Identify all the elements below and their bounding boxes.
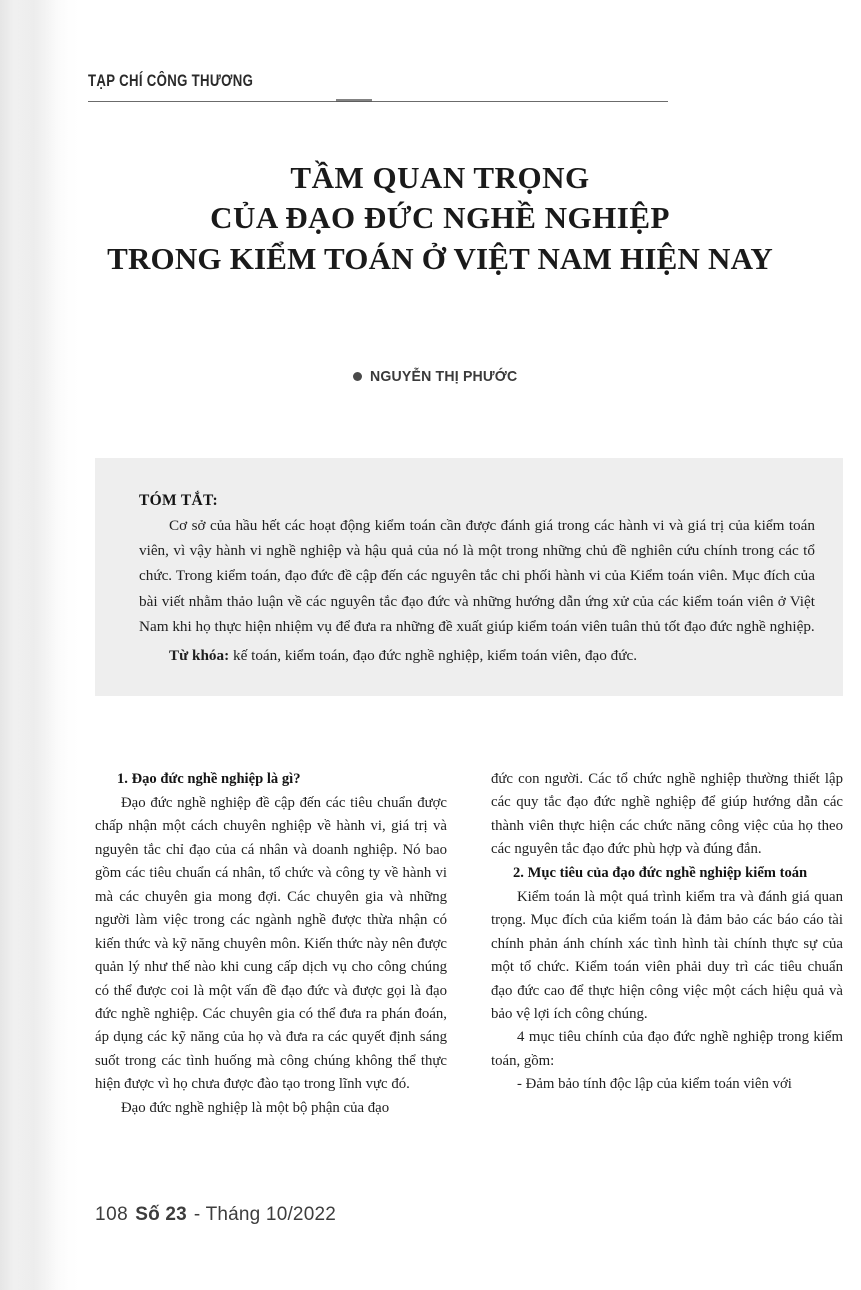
title-line-1: TẦM QUAN TRỌNG (290, 160, 590, 195)
keywords-text: kế toán, kiểm toán, đạo đức nghề nghiệp, kiểm toán viên, đạo đức. (229, 647, 638, 665)
body-columns (95, 768, 843, 1178)
bullet-icon (353, 372, 362, 381)
right-paragraph-4: - Đảm bảo tính độc lập của kiểm toán viên với (517, 1076, 792, 1093)
title-line-2: CỦA ĐẠO ĐỨC NGHỀ NGHIỆP (210, 200, 670, 236)
masthead (88, 72, 768, 91)
keywords-label: Từ khóa: (169, 647, 230, 665)
abstract-box (95, 458, 843, 696)
section-2-heading: 2. Mục tiêu của đạo đức nghề nghiệp kiểm toán (513, 864, 808, 881)
right-paragraph-3: 4 mục tiêu chính của đạo đức nghề nghiệp trong kiểm toán, gồm: (491, 1029, 843, 1069)
footer-page-number: 108 (95, 1204, 129, 1225)
author-line (353, 368, 527, 385)
journal-name: TẠP CHÍ CÔNG THƯƠNG (88, 72, 254, 90)
right-paragraph-2: Kiểm toán là một quá trình kiểm tra và đánh giá quan trọng. Mục đích của kiểm toán là đảm bảo các báo cáo tài chính phản ánh chính xác tình hình tài chính thực sự của một tổ chức. Kiểm toán viên phải duy trì các tiêu chuẩn đạo đức cao để thực hiện công việc một cách hiệu quả và bảo vệ lợi ích công chúng. (491, 888, 843, 1022)
footer-issue: Số 23 (135, 1204, 187, 1225)
left-paragraph-1: Đạo đức nghề nghiệp đề cập đến các tiêu chuẩn được chấp nhận một cách chuyên nghiệp về hành vi, giá trị và nguyên tắc chỉ đạo của cá nhân và doanh nghiệp. Nó bao gồm các tiêu chuẩn cá nhân, tổ chức và công ty về hành vi mà các chuyên gia mong đợi. Các chuyên gia và những người làm việc trong các ngành nghề được thừa nhận có kiến thức và kỹ năng chuyên môn. Kiến thức này nên được quản lý như thế nào khi cung cấp dịch vụ cho công chúng có thể được coi là một vấn đề đạo đức và được gọi là đạo đức nghề nghiệp. Các chuyên gia có thể đưa ra phán đoán, áp dụng các kỹ năng của họ và đưa ra các quyết định sáng suốt trong các tình huống mà công chúng không thể thực hiện được vì họ chưa được đào tạo trong lĩnh vực đó. (95, 795, 447, 1093)
abstract-body: Cơ sở của hầu hết các hoạt động kiểm toán cần được đánh giá trong các hành vi và giá trị của kiểm toán viên, vì vậy hành vi nghề nghiệp và hậu quả của nó là một trong những chủ đề nghiên cứu chính trong các tổ chức. Trong kiểm toán, đạo đức đề cập đến các nguyên tắc chi phối hành vi của Kiểm toán viên. Mục đích của bài viết nhằm thảo luận về các nguyên tắc đạo đức và những hướng dẫn ứng xử của các kiểm toán viên ở Việt Nam khi họ thực hiện nhiệm vụ để đưa ra những đề xuất giúp kiểm toán viên tuân thủ tốt đạo đức nghề nghiệp. (139, 517, 815, 635)
author-block (60, 368, 820, 386)
page-footer (95, 1204, 336, 1226)
footer-date: - Tháng 10/2022 (193, 1204, 337, 1225)
column-left (95, 768, 447, 1178)
left-paragraph-2: Đạo đức nghề nghiệp là một bộ phận của đạo (121, 1099, 390, 1116)
title-line-3: TRONG KIỂM TOÁN Ở VIỆT NAM HIỆN NAY (107, 240, 773, 276)
author-name: NGUYỄN THỊ PHƯỚC (370, 368, 518, 385)
column-right (491, 768, 843, 1178)
masthead-rule-tick (336, 99, 372, 102)
abstract-heading: TÓM TẮT: (139, 492, 218, 509)
abstract-keywords (139, 643, 815, 668)
right-paragraph-1-continued: đức con người. Các tổ chức nghề nghiệp thường thiết lập các quy tắc đạo đức nghề nghiệp để giúp hướng dẫn các thành viên thực hiện các chức năng công việc của họ theo các nguyên tắc đạo đức phù hợp và đúng đắn. (491, 771, 843, 858)
article-title (60, 158, 820, 279)
masthead-rule (88, 101, 668, 102)
section-1-heading: 1. Đạo đức nghề nghiệp là gì? (117, 771, 301, 787)
